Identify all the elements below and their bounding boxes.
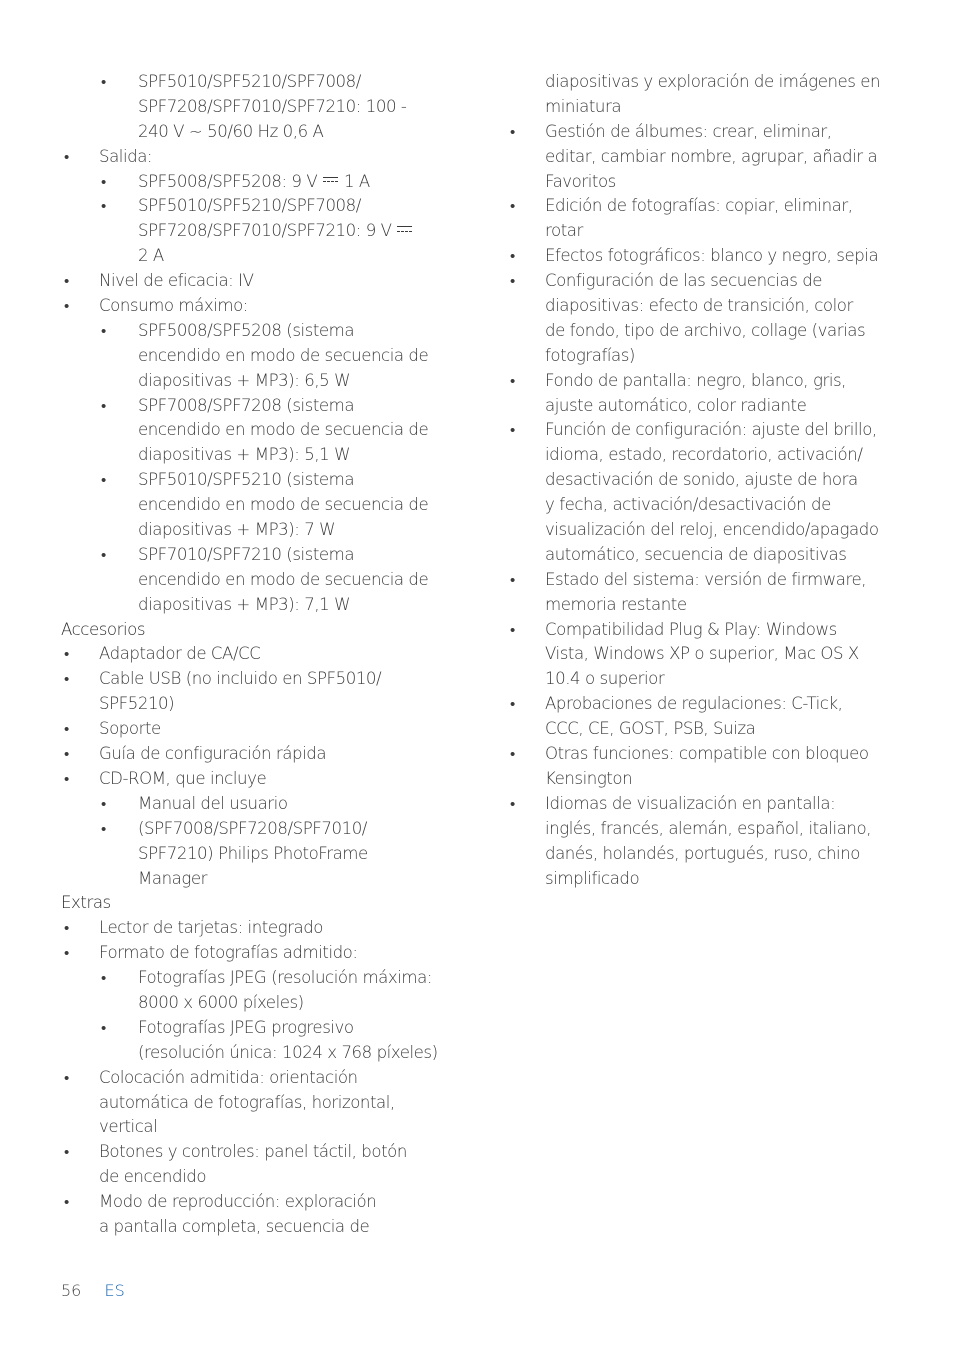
bullet-icon: •: [101, 321, 106, 340]
list-item-continuation: [507, 170, 897, 195]
list-item: [507, 194, 897, 219]
bullet-icon: •: [64, 745, 69, 764]
bullet-icon: •: [510, 695, 515, 714]
list-item-continuation: [61, 1041, 451, 1066]
list-item-continuation: [61, 120, 451, 145]
bullet-icon: •: [64, 645, 69, 664]
list-item: [507, 369, 897, 394]
line-text: Otras funciones: compatible con bloqueo: [545, 744, 869, 764]
dc-symbol-icon: [323, 177, 338, 185]
line-text: Función de configuración: ajuste del brillo,: [545, 420, 877, 440]
list-item: [61, 194, 451, 219]
line-text: rotar: [545, 221, 583, 241]
line-text: CCC, CE, GOST, PSB, Suiza: [545, 719, 756, 739]
bullet-icon: •: [101, 819, 106, 838]
line-text: Accesorios: [61, 619, 146, 639]
line-text: SPF5008/SPF5208: 9 V: [138, 171, 318, 191]
list-item: [61, 269, 451, 294]
line-text: Nivel de eficacia: IV: [99, 271, 254, 291]
line-text: SPF7208/SPF7010/SPF7210: 100 -: [138, 96, 407, 116]
section-heading: [61, 618, 451, 643]
line-text: encendido en modo de secuencia de: [138, 495, 429, 515]
list-item: [61, 941, 451, 966]
bullet-icon: •: [510, 745, 515, 764]
page-number: 56: [61, 1281, 82, 1300]
line-text: miniatura: [545, 96, 622, 116]
line-text: automático, secuencia de diapositivas: [545, 544, 847, 564]
list-item: [61, 642, 451, 667]
bullet-icon: •: [64, 297, 69, 316]
list-item-continuation: [61, 991, 451, 1016]
line-text: ajuste automático, color radiante: [545, 395, 807, 415]
list-item-continuation: [507, 842, 897, 867]
line-text: Efectos fotográficos: blanco y negro, sepia: [545, 246, 879, 266]
line-text: simplificado: [545, 868, 640, 888]
line-text: SPF5010/SPF5210 (sistema: [138, 470, 355, 490]
bullet-icon: •: [510, 272, 515, 291]
bullet-icon: •: [64, 919, 69, 938]
list-item-continuation: [507, 294, 897, 319]
list-item-continuation: [61, 1115, 451, 1140]
list-item-continuation: [61, 1091, 451, 1116]
line-text: Salida:: [99, 146, 153, 166]
list-item: [61, 1016, 451, 1041]
bullet-icon: •: [64, 272, 69, 291]
bullet-icon: •: [64, 147, 69, 166]
bullet-icon: •: [510, 122, 515, 141]
list-item-continuation: [61, 1165, 451, 1190]
list-item-continuation: [507, 867, 897, 892]
list-item: [61, 1140, 451, 1165]
list-item-continuation: [507, 642, 897, 667]
line-text: fotografías): [545, 345, 635, 365]
list-item: [61, 966, 451, 991]
line-text: SPF7010/SPF7210 (sistema: [138, 544, 355, 564]
line-text: CD-ROM, que incluye: [99, 768, 267, 788]
list-item-continuation: [61, 493, 451, 518]
line-text: visualización del reloj, encendido/apagado: [545, 520, 879, 540]
list-item-continuation: [61, 219, 451, 244]
line-text: inglés, francés, alemán, español, italiano,: [545, 818, 872, 838]
bullet-icon: •: [510, 794, 515, 813]
bullet-icon: •: [510, 570, 515, 589]
list-item: [61, 1190, 451, 1215]
list-item-continuation: [507, 543, 897, 568]
line-text: Estado del sistema: versión de firmware,: [545, 569, 867, 589]
list-item-continuation: [507, 717, 897, 742]
list-item-continuation: [507, 95, 897, 120]
line-text: (resolución única: 1024 x 768 píxeles): [138, 1042, 438, 1062]
line-text: Fotografías JPEG progresivo: [138, 1017, 354, 1037]
list-item-continuation: [507, 319, 897, 344]
list-item: [61, 170, 451, 195]
bullet-icon: •: [64, 1193, 69, 1212]
bullet-icon: •: [510, 371, 515, 390]
list-item-continuation: [507, 145, 897, 170]
list-item: [507, 568, 897, 593]
line-text: encendido en modo de secuencia de: [138, 345, 429, 365]
bullet-icon: •: [510, 421, 515, 440]
list-item-continuation: [61, 418, 451, 443]
list-item: [507, 742, 897, 767]
list-item: [61, 742, 451, 767]
line-text: SPF7008/SPF7208 (sistema: [138, 395, 355, 415]
line-text: Manual del usuario: [138, 793, 288, 813]
list-item: [61, 145, 451, 170]
line-text: Favoritos: [545, 171, 616, 191]
line-text: diapositivas: efecto de transición, color: [545, 296, 853, 316]
bullet-icon: •: [64, 720, 69, 739]
line-text-after: 1 A: [343, 171, 370, 191]
line-text: de encendido: [99, 1167, 207, 1187]
list-item-continuation: [61, 244, 451, 269]
bullet-icon: •: [510, 197, 515, 216]
list-item-continuation: [507, 443, 897, 468]
line-text: Adaptador de CA/CC: [99, 644, 261, 664]
bullet-icon: •: [64, 1143, 69, 1162]
list-item: [61, 717, 451, 742]
list-item-continuation: [61, 344, 451, 369]
list-item: [61, 394, 451, 419]
line-text: vertical: [99, 1117, 158, 1137]
bullet-icon: •: [64, 1068, 69, 1087]
line-text: diapositivas + MP3): 7 W: [138, 520, 336, 540]
list-item: [507, 244, 897, 269]
list-item: [61, 916, 451, 941]
line-text: Vista, Windows XP o superior, Mac OS X: [545, 644, 859, 664]
list-item-continuation: [507, 219, 897, 244]
line-text: SPF5210): [99, 694, 175, 714]
line-text: desactivación de sonido, ajuste de hora: [545, 470, 858, 490]
list-item: [61, 792, 451, 817]
line-text: diapositivas y exploración de imágenes en: [545, 72, 881, 91]
bullet-icon: •: [510, 247, 515, 266]
list-item: [61, 319, 451, 344]
list-item-continuation: [61, 443, 451, 468]
line-text: memoria restante: [545, 594, 687, 614]
list-item: [61, 468, 451, 493]
line-text: Cable USB (no incluido en SPF5010/: [99, 669, 382, 689]
line-text: Guía de configuración rápida: [99, 744, 327, 764]
line-text: danés, holandés, portugués, ruso, chino: [545, 843, 860, 863]
list-item: [61, 767, 451, 792]
list-item-continuation: [507, 667, 897, 692]
line-text: Compatibilidad Plug & Play: Windows: [545, 619, 837, 639]
bullet-icon: •: [64, 944, 69, 963]
list-item: [61, 294, 451, 319]
list-item-continuation: [61, 95, 451, 120]
line-text: Consumo máximo:: [99, 296, 248, 316]
line-text: Manager: [138, 868, 208, 888]
list-item-continuation: [507, 817, 897, 842]
list-item-continuation: [507, 70, 897, 95]
list-item-continuation: [507, 593, 897, 618]
bullet-icon: •: [101, 794, 106, 813]
list-item-continuation: [507, 767, 897, 792]
line-text: 8000 x 6000 píxeles): [138, 992, 304, 1012]
list-item: [507, 418, 897, 443]
line-text: SPF7208/SPF7010/SPF7210: 9 V: [138, 221, 392, 241]
list-item: [507, 618, 897, 643]
list-item-continuation: [507, 518, 897, 543]
bullet-icon: •: [101, 471, 106, 490]
line-text: editar, cambiar nombre, agrupar, añadir a: [545, 146, 878, 166]
line-text: encendido en modo de secuencia de: [138, 420, 429, 440]
list-item-continuation: [507, 468, 897, 493]
list-item-continuation: [507, 394, 897, 419]
line-text: Extras: [61, 893, 111, 913]
line-text: diapositivas + MP3): 5,1 W: [138, 445, 351, 465]
bullet-icon: •: [64, 670, 69, 689]
list-item-continuation: [61, 568, 451, 593]
bullet-icon: •: [101, 73, 106, 91]
line-text: Fotografías JPEG (resolución máxima:: [138, 968, 433, 988]
line-text: Soporte: [99, 719, 161, 739]
list-item-continuation: [61, 842, 451, 867]
line-text: idioma, estado, recordatorio, activación/: [545, 445, 863, 465]
bullet-icon: •: [101, 969, 106, 988]
language-code: ES: [104, 1281, 125, 1300]
line-text: Aprobaciones de regulaciones: C-Tick,: [545, 694, 843, 714]
line-text: SPF7210) Philips PhotoFrame: [138, 843, 368, 863]
line-text: Lector de tarjetas: integrado: [99, 918, 323, 938]
line-text: Edición de fotografías: copiar, eliminar,: [545, 196, 853, 216]
list-item-continuation: [61, 1215, 451, 1240]
line-text: Colocación admitida: orientación: [99, 1067, 358, 1087]
line-text: a pantalla completa, secuencia de: [99, 1216, 370, 1236]
list-item-continuation: [507, 344, 897, 369]
line-text: 10.4 o superior: [545, 669, 665, 689]
bullet-icon: •: [101, 197, 106, 216]
list-item: [507, 120, 897, 145]
line-text: Gestión de álbumes: crear, eliminar,: [545, 121, 832, 141]
list-item: [61, 70, 451, 95]
line-text: Kensington: [545, 768, 633, 788]
line-text: 2 A: [138, 246, 164, 266]
line-text: Modo de reproducción: exploración: [99, 1192, 377, 1212]
list-item: [61, 817, 451, 842]
line-text: Fondo de pantalla: negro, blanco, gris,: [545, 370, 847, 390]
list-item-continuation: [61, 692, 451, 717]
list-item-continuation: [61, 369, 451, 394]
line-text: (SPF7008/SPF7208/SPF7010/: [138, 818, 367, 838]
dc-symbol-icon: [397, 226, 412, 234]
line-text: Configuración de las secuencias de: [545, 271, 823, 291]
list-item-continuation: [507, 493, 897, 518]
list-item-continuation: [61, 593, 451, 618]
list-item: [507, 692, 897, 717]
list-item: [61, 667, 451, 692]
bullet-icon: •: [101, 1018, 106, 1037]
line-text: Idiomas de visualización en pantalla:: [545, 793, 836, 813]
line-text: diapositivas + MP3): 7,1 W: [138, 594, 351, 614]
section-heading: [61, 891, 451, 916]
right-column: [507, 70, 897, 891]
line-text: automática de fotografías, horizontal,: [99, 1092, 395, 1112]
bullet-icon: •: [64, 769, 69, 788]
list-item: [61, 1066, 451, 1091]
bullet-icon: •: [101, 396, 106, 415]
list-item: [507, 269, 897, 294]
list-item-continuation: [61, 867, 451, 892]
bullet-icon: •: [101, 172, 106, 191]
line-text: SPF5008/SPF5208 (sistema: [138, 320, 355, 340]
left-column: [61, 70, 451, 1240]
list-item: [61, 543, 451, 568]
list-item: [507, 792, 897, 817]
line-text: encendido en modo de secuencia de: [138, 569, 429, 589]
line-text: Formato de fotografías admitido:: [99, 943, 358, 963]
line-text: Botones y controles: panel táctil, botón: [99, 1142, 407, 1162]
line-text: 240 V ~ 50/60 Hz 0,6 A: [138, 121, 324, 141]
list-item-continuation: [61, 518, 451, 543]
bullet-icon: •: [510, 620, 515, 639]
line-text: diapositivas + MP3): 6,5 W: [138, 370, 351, 390]
page-footer: [61, 1279, 125, 1303]
line-text: de fondo, tipo de archivo, collage (varias: [545, 320, 866, 340]
line-text: SPF5010/SPF5210/SPF7008/: [138, 72, 361, 91]
line-text: y fecha, activación/desactivación de: [545, 495, 831, 515]
line-text: SPF5010/SPF5210/SPF7008/: [138, 196, 361, 216]
bullet-icon: •: [101, 545, 106, 564]
